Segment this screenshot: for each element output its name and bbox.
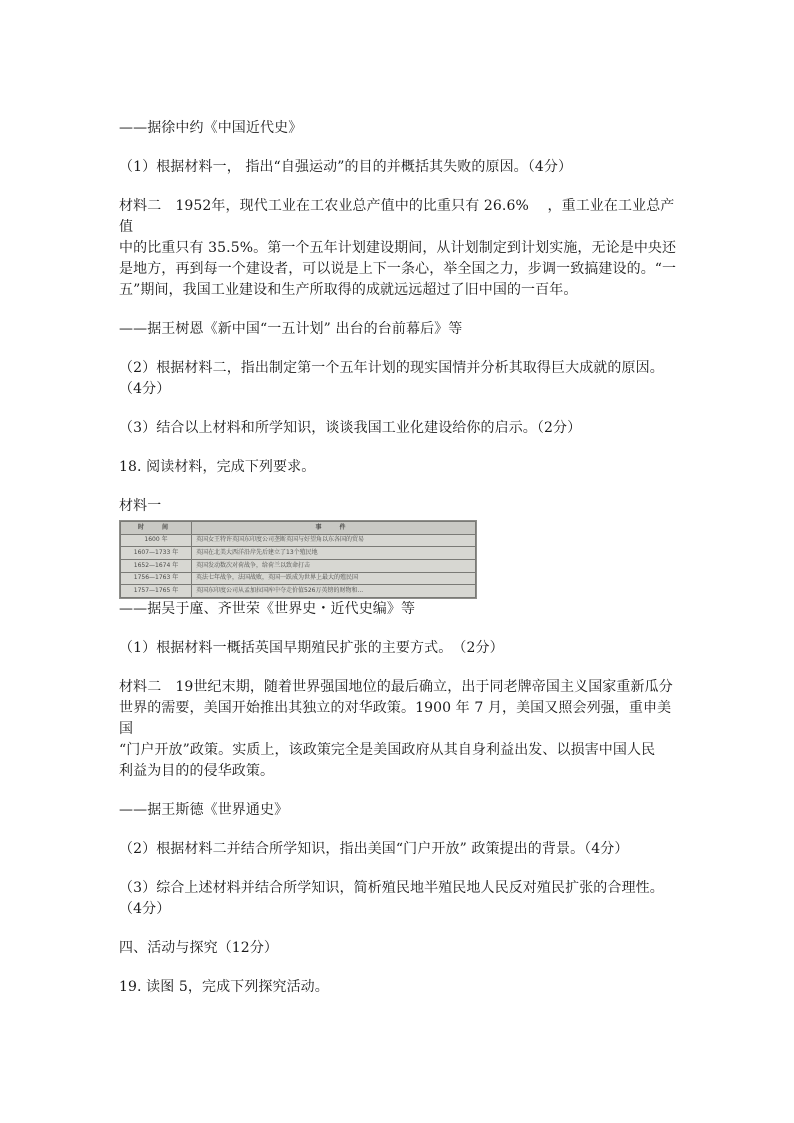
source-citation-3: ——据吴于廑、齐世荣《世界史・近代史编》等 (119, 601, 416, 617)
material-2-line: 是地方，再到每一个建设者，可以说是上下一条心，举全国之力，步调一致搞建设的。“一 (119, 261, 677, 277)
question-17-2-line: （4分） (119, 381, 171, 397)
table-row (121, 572, 476, 585)
question-17-3: （3）结合以上材料和所学知识，谈谈我国工业化建设给你的启示。（2分） (119, 420, 582, 436)
question-18-2: （2）根据材料二并结合所学知识，指出美国“门户开放” 政策提出的背景。（4分） (119, 841, 629, 857)
table-cell-time: 1607—1733 年 (121, 547, 192, 560)
table-cell-time: 1600 年 (121, 534, 192, 547)
question-18-title: 18. 阅读材料，完成下列要求。 (119, 459, 316, 475)
table-cell-time: 1757—1765 年 (121, 585, 192, 598)
table-header-time: 时 间 (121, 522, 192, 535)
question-18-3-line: （3）综合上述材料并结合所学知识，简析殖民地半殖民地人民反对殖民扩张的合理性。 (119, 880, 664, 896)
source-citation-2: ——据王树恩《新中国“一五计划” 出台的台前幕后》等 (119, 321, 463, 337)
table-header-row (121, 522, 476, 535)
question-18-3-line: （4分） (119, 901, 171, 917)
material-2b-paragraph (119, 677, 679, 782)
material-1-table (120, 521, 476, 598)
table-row (121, 547, 476, 560)
material-2-line: 材料二 1952年，现代工业在工农业总产值中的比重只有 26.6% ，重工业在工业总产值 (119, 198, 675, 235)
material-2-paragraph (119, 196, 679, 301)
material-1-table-image (119, 520, 477, 599)
material-2b-line: 材料二 19世纪末期，随着世界强国地位的最后确立，出于同老牌帝国主义国家重新瓜分 (119, 679, 673, 695)
question-19: 19. 读图 5，完成下列探究活动。 (119, 979, 329, 995)
material-2-line: 中的比重只有 35.5%。第一个五年计划建设期间，从计划制定到计划实施，无论是中央还 (119, 240, 677, 256)
source-citation-4: ——据王斯德《世界通史》 (119, 802, 289, 818)
table-cell-event: 英国在北美大西洋沿岸先后建立了13个殖民地 (192, 547, 476, 560)
section-4-heading: 四、活动与探究（12分） (119, 940, 279, 956)
question-17-2-line: （2）根据材料二，指出制定第一个五年计划的现实国情并分析其取得巨大成就的原因。 (119, 360, 664, 376)
question-18-1: （1）根据材料一概括英国早期殖民扩张的主要方式。 （2分） (119, 640, 504, 656)
table-cell-event: 英国东印度公司从孟加拉国库中夺走价值526万英镑的财物和... (192, 585, 476, 598)
table-cell-event: 英国女王特许英国东印度公司垄断英国与好望角以东各国的贸易 (192, 534, 476, 547)
material-2b-line: 世界的需要，美国开始推出其独立的对华政策。1900 年 7 月，美国又照会列强，重申美国 (119, 700, 672, 737)
table-cell-event: 英国发动数次对荷战争，给荷兰以致命打击 (192, 559, 476, 572)
table-row (121, 559, 476, 572)
question-17-2 (119, 358, 679, 400)
table-cell-time: 1756—1763 年 (121, 572, 192, 585)
table-row (121, 534, 476, 547)
exam-page (119, 118, 679, 998)
table-cell-time: 1652—1674 年 (121, 559, 192, 572)
table-cell-event: 英法七年战争，法国战败，英国一跃成为世界上最大的殖民国 (192, 572, 476, 585)
question-17-1: （1）根据材料一， 指出“自强运动”的目的并概括其失败的原因。（4分） (119, 159, 573, 175)
material-2-line: 五”期间，我国工业建设和生产所取得的成就远远超过了旧中国的一百年。 (119, 282, 578, 298)
material-2b-line: “门户开放”政策。实质上，该政策完全是美国政府从其自身利益出发、以损害中国人民 (119, 742, 656, 758)
question-18-3 (119, 878, 679, 920)
table-row (121, 585, 476, 598)
material-1-label: 材料一 (119, 498, 162, 514)
table-header-event: 事 件 (192, 522, 476, 535)
material-2b-line: 利益为目的的侵华政策。 (119, 763, 275, 779)
source-citation-1: ——据徐中约《中国近代史》 (119, 120, 303, 136)
